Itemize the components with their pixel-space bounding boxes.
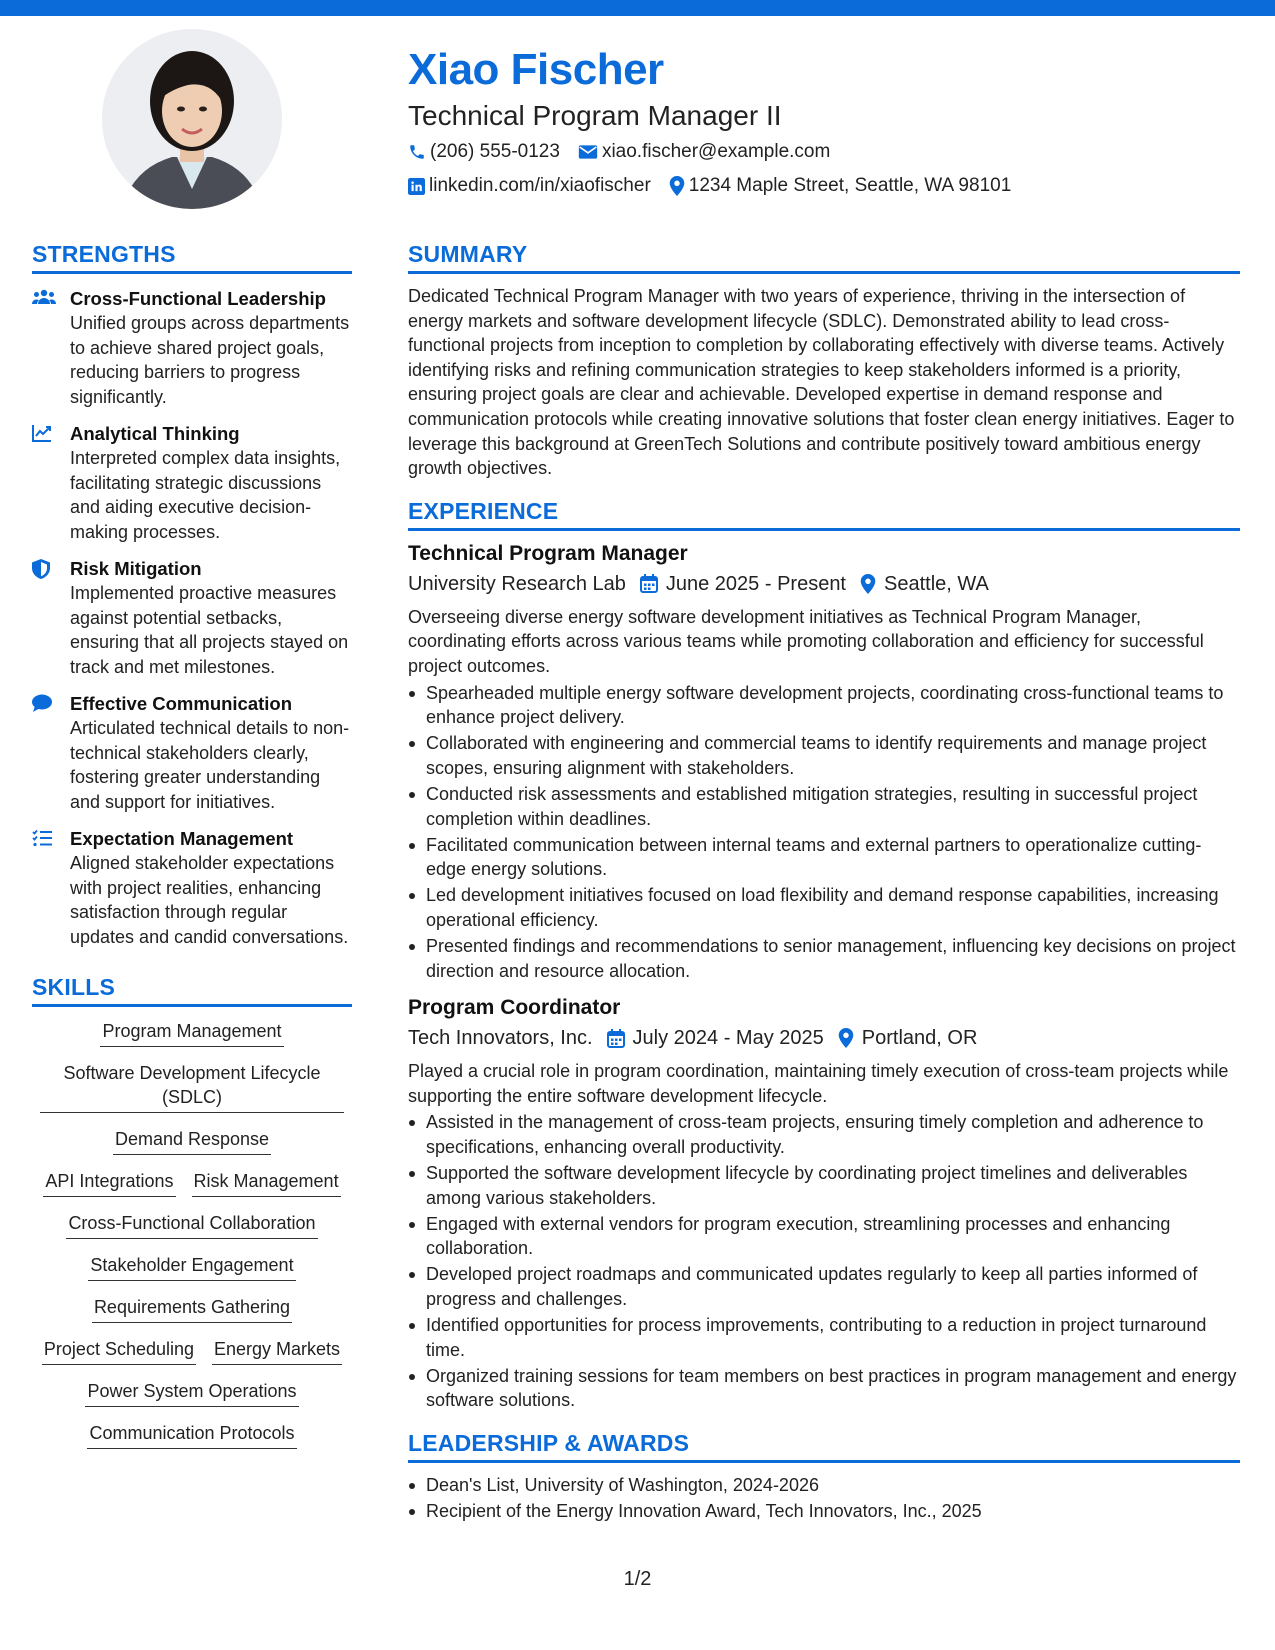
- skill-tag: Program Management: [100, 1019, 283, 1047]
- job-dates: June 2025 - Present: [665, 572, 846, 595]
- map-pin-icon: [860, 574, 876, 594]
- phone-contact[interactable]: [408, 141, 560, 163]
- awards-heading: LEADERSHIP & AWARDS: [408, 1427, 1240, 1463]
- strength-desc: Unified groups across departments to achieve shared project goals, reducing barriers to progress significantly.: [70, 313, 350, 407]
- email-text: xiao.fischer@example.com: [601, 141, 831, 162]
- strength-title: Cross-Functional Leadership: [70, 288, 326, 309]
- right-column: [408, 238, 1240, 1525]
- skill-tag: Demand Response: [113, 1127, 271, 1155]
- strength-item: [32, 691, 352, 814]
- strength-title: Analytical Thinking: [70, 423, 240, 444]
- skill-tag: Project Scheduling: [42, 1337, 196, 1365]
- job-dates: July 2024 - May 2025: [632, 1027, 824, 1050]
- job-desc: Overseeing diverse energy software development initiatives as Technical Program Manager, coordinating efforts across various teams while promoting collaboration and efficiency for successful project outcomes.: [408, 606, 1204, 676]
- strength-item: [32, 826, 352, 949]
- linkedin-text: linkedin.com/in/xiaofischer: [429, 175, 651, 196]
- job-role: Program Coordinator: [408, 996, 621, 1020]
- phone-text: (206) 555-0123: [430, 141, 560, 162]
- candidate-name: Xiao Fischer: [408, 45, 664, 94]
- bullet-item: Engaged with external vendors for program execution, streamlining processes and enhancing collaboration.: [408, 1212, 1240, 1261]
- bullet-item: Collaborated with engineering and commercial teams to identify requirements and manage project scopes, ensuring alignment with stakeholders.: [408, 731, 1240, 780]
- linkedin-icon: [408, 178, 425, 195]
- strengths-heading: STRENGTHS: [32, 238, 352, 274]
- award-item: Recipient of the Energy Innovation Award, Tech Innovators, Inc., 2025: [408, 1499, 1240, 1524]
- job-company: University Research Lab: [408, 572, 626, 595]
- award-item: Dean's List, University of Washington, 2024-2026: [408, 1473, 1240, 1498]
- bullet-item: Identified opportunities for process improvements, contributing to a reduction in project turnaround time.: [408, 1313, 1240, 1362]
- envelope-icon: [578, 144, 598, 160]
- map-pin-icon: [669, 176, 685, 196]
- top-accent-bar: [0, 0, 1275, 16]
- bullet-item: Assisted in the management of cross-team projects, ensuring timely completion and adherence to specifications, enhancing overall productivity.: [408, 1110, 1240, 1159]
- job-location: Seattle, WA: [884, 572, 989, 595]
- skill-tag: Energy Markets: [212, 1337, 342, 1365]
- job-meta: [408, 569, 1240, 599]
- summary-text: Dedicated Technical Program Manager with two years of experience, thriving in the intersection of energy markets and software development lifecycle (SDLC). Demonstrated ability to lead cross-functional projects from inception to completion by collaborating effectively with diverse teams. Actively identifying risks and refining communication strategies to keep stakeholders informed is a priority, ensuring project goals are clear and achievable. Developed expertise in demand response and communication protocols while creating innovative solutions that foster clean energy initiatives. Eager to leverage this background at GreenTech Solutions and contribute positively toward ambitious energy growth objectives.: [408, 286, 1235, 479]
- address-contact: [669, 175, 1012, 197]
- skills-heading: SKILLS: [32, 971, 352, 1007]
- address-text: 1234 Maple Street, Seattle, WA 98101: [688, 175, 1012, 196]
- candidate-title: Technical Program Manager II: [408, 100, 782, 131]
- job-company: Tech Innovators, Inc.: [408, 1027, 593, 1050]
- job-bullets: [408, 681, 1240, 984]
- strength-title: Expectation Management: [70, 828, 294, 849]
- strength-desc: Interpreted complex data insights, facilitating strategic discussions and aiding executive decision-making processes.: [70, 448, 341, 542]
- job-desc: Played a crucial role in program coordination, maintaining timely execution of cross-team projects while supporting the entire software development lifecycle.: [408, 1061, 1229, 1106]
- calendar-icon: [640, 574, 658, 593]
- job-role: Technical Program Manager: [408, 541, 688, 565]
- job-meta: [408, 1023, 1240, 1053]
- calendar-icon: [607, 1029, 625, 1048]
- experience-heading: EXPERIENCE: [408, 495, 1240, 531]
- skill-tag: Cross-Functional Collaboration: [66, 1211, 317, 1239]
- users-icon: [32, 289, 56, 305]
- skill-tag: Software Development Lifecycle (SDLC): [40, 1061, 344, 1113]
- bullet-item: Conducted risk assessments and established mitigation strategies, resulting in successful project completion within deadlines.: [408, 782, 1240, 831]
- skill-tag: Power System Operations: [85, 1379, 298, 1407]
- skill-tag: Requirements Gathering: [92, 1295, 292, 1323]
- strength-title: Effective Communication: [70, 693, 293, 714]
- left-column: [32, 238, 352, 1463]
- skill-tag: Risk Management: [192, 1169, 341, 1197]
- bullet-item: Presented findings and recommendations to senior management, influencing key decisions on project direction and resource allocation.: [408, 934, 1240, 983]
- skill-tag: Communication Protocols: [87, 1421, 296, 1449]
- skill-tag: API Integrations: [43, 1169, 175, 1197]
- skill-tag: Stakeholder Engagement: [88, 1253, 295, 1281]
- job-location: Portland, OR: [861, 1027, 978, 1050]
- bullet-item: Supported the software development lifecycle by coordinating project timelines and deliverables among various stakeholders.: [408, 1161, 1240, 1210]
- resume-header: [408, 44, 1248, 202]
- contact-row-2: [408, 170, 1248, 202]
- strength-desc: Aligned stakeholder expectations with project realities, enhancing satisfaction through regular updates and candid conversations.: [70, 853, 349, 947]
- job-entry: [408, 539, 1240, 983]
- page-number: 1/2: [623, 1568, 652, 1590]
- awards-list: [408, 1473, 1240, 1524]
- bullet-item: Led development initiatives focused on load flexibility and demand response capabilities, increasing operational efficiency.: [408, 883, 1240, 932]
- shield-icon: [32, 559, 50, 579]
- strength-item: [32, 421, 352, 544]
- strength-item: [32, 556, 352, 679]
- job-entry: [408, 993, 1240, 1413]
- phone-icon: [408, 143, 426, 161]
- summary-heading: SUMMARY: [408, 238, 1240, 274]
- skills-list: [32, 1019, 352, 1463]
- job-bullets: [408, 1110, 1240, 1413]
- checklist-icon: [32, 829, 52, 847]
- chart-line-icon: [32, 424, 52, 442]
- bullet-item: Facilitated communication between internal teams and external partners to operationalize cutting-edge energy solutions.: [408, 833, 1240, 882]
- strength-desc: Implemented proactive measures against potential setbacks, ensuring that all projects stayed on track and met milestones.: [70, 583, 349, 677]
- bullet-item: Developed project roadmaps and communicated updates regularly to keep all parties informed of progress and challenges.: [408, 1262, 1240, 1311]
- map-pin-icon: [838, 1028, 854, 1048]
- strength-title: Risk Mitigation: [70, 558, 202, 579]
- strength-desc: Articulated technical details to non-technical stakeholders clearly, fostering greater understanding and support for initiatives.: [70, 718, 350, 812]
- bullet-item: Organized training sessions for team members on best practices in program management and energy software solutions.: [408, 1364, 1240, 1413]
- strength-item: [32, 286, 352, 409]
- chat-bubble-icon: [32, 694, 52, 712]
- profile-photo: [102, 29, 282, 209]
- contact-row-1: [408, 136, 1248, 168]
- linkedin-contact[interactable]: [408, 175, 651, 197]
- bullet-item: Spearheaded multiple energy software development projects, coordinating cross-functional teams to enhance project delivery.: [408, 681, 1240, 730]
- email-contact[interactable]: [578, 141, 830, 163]
